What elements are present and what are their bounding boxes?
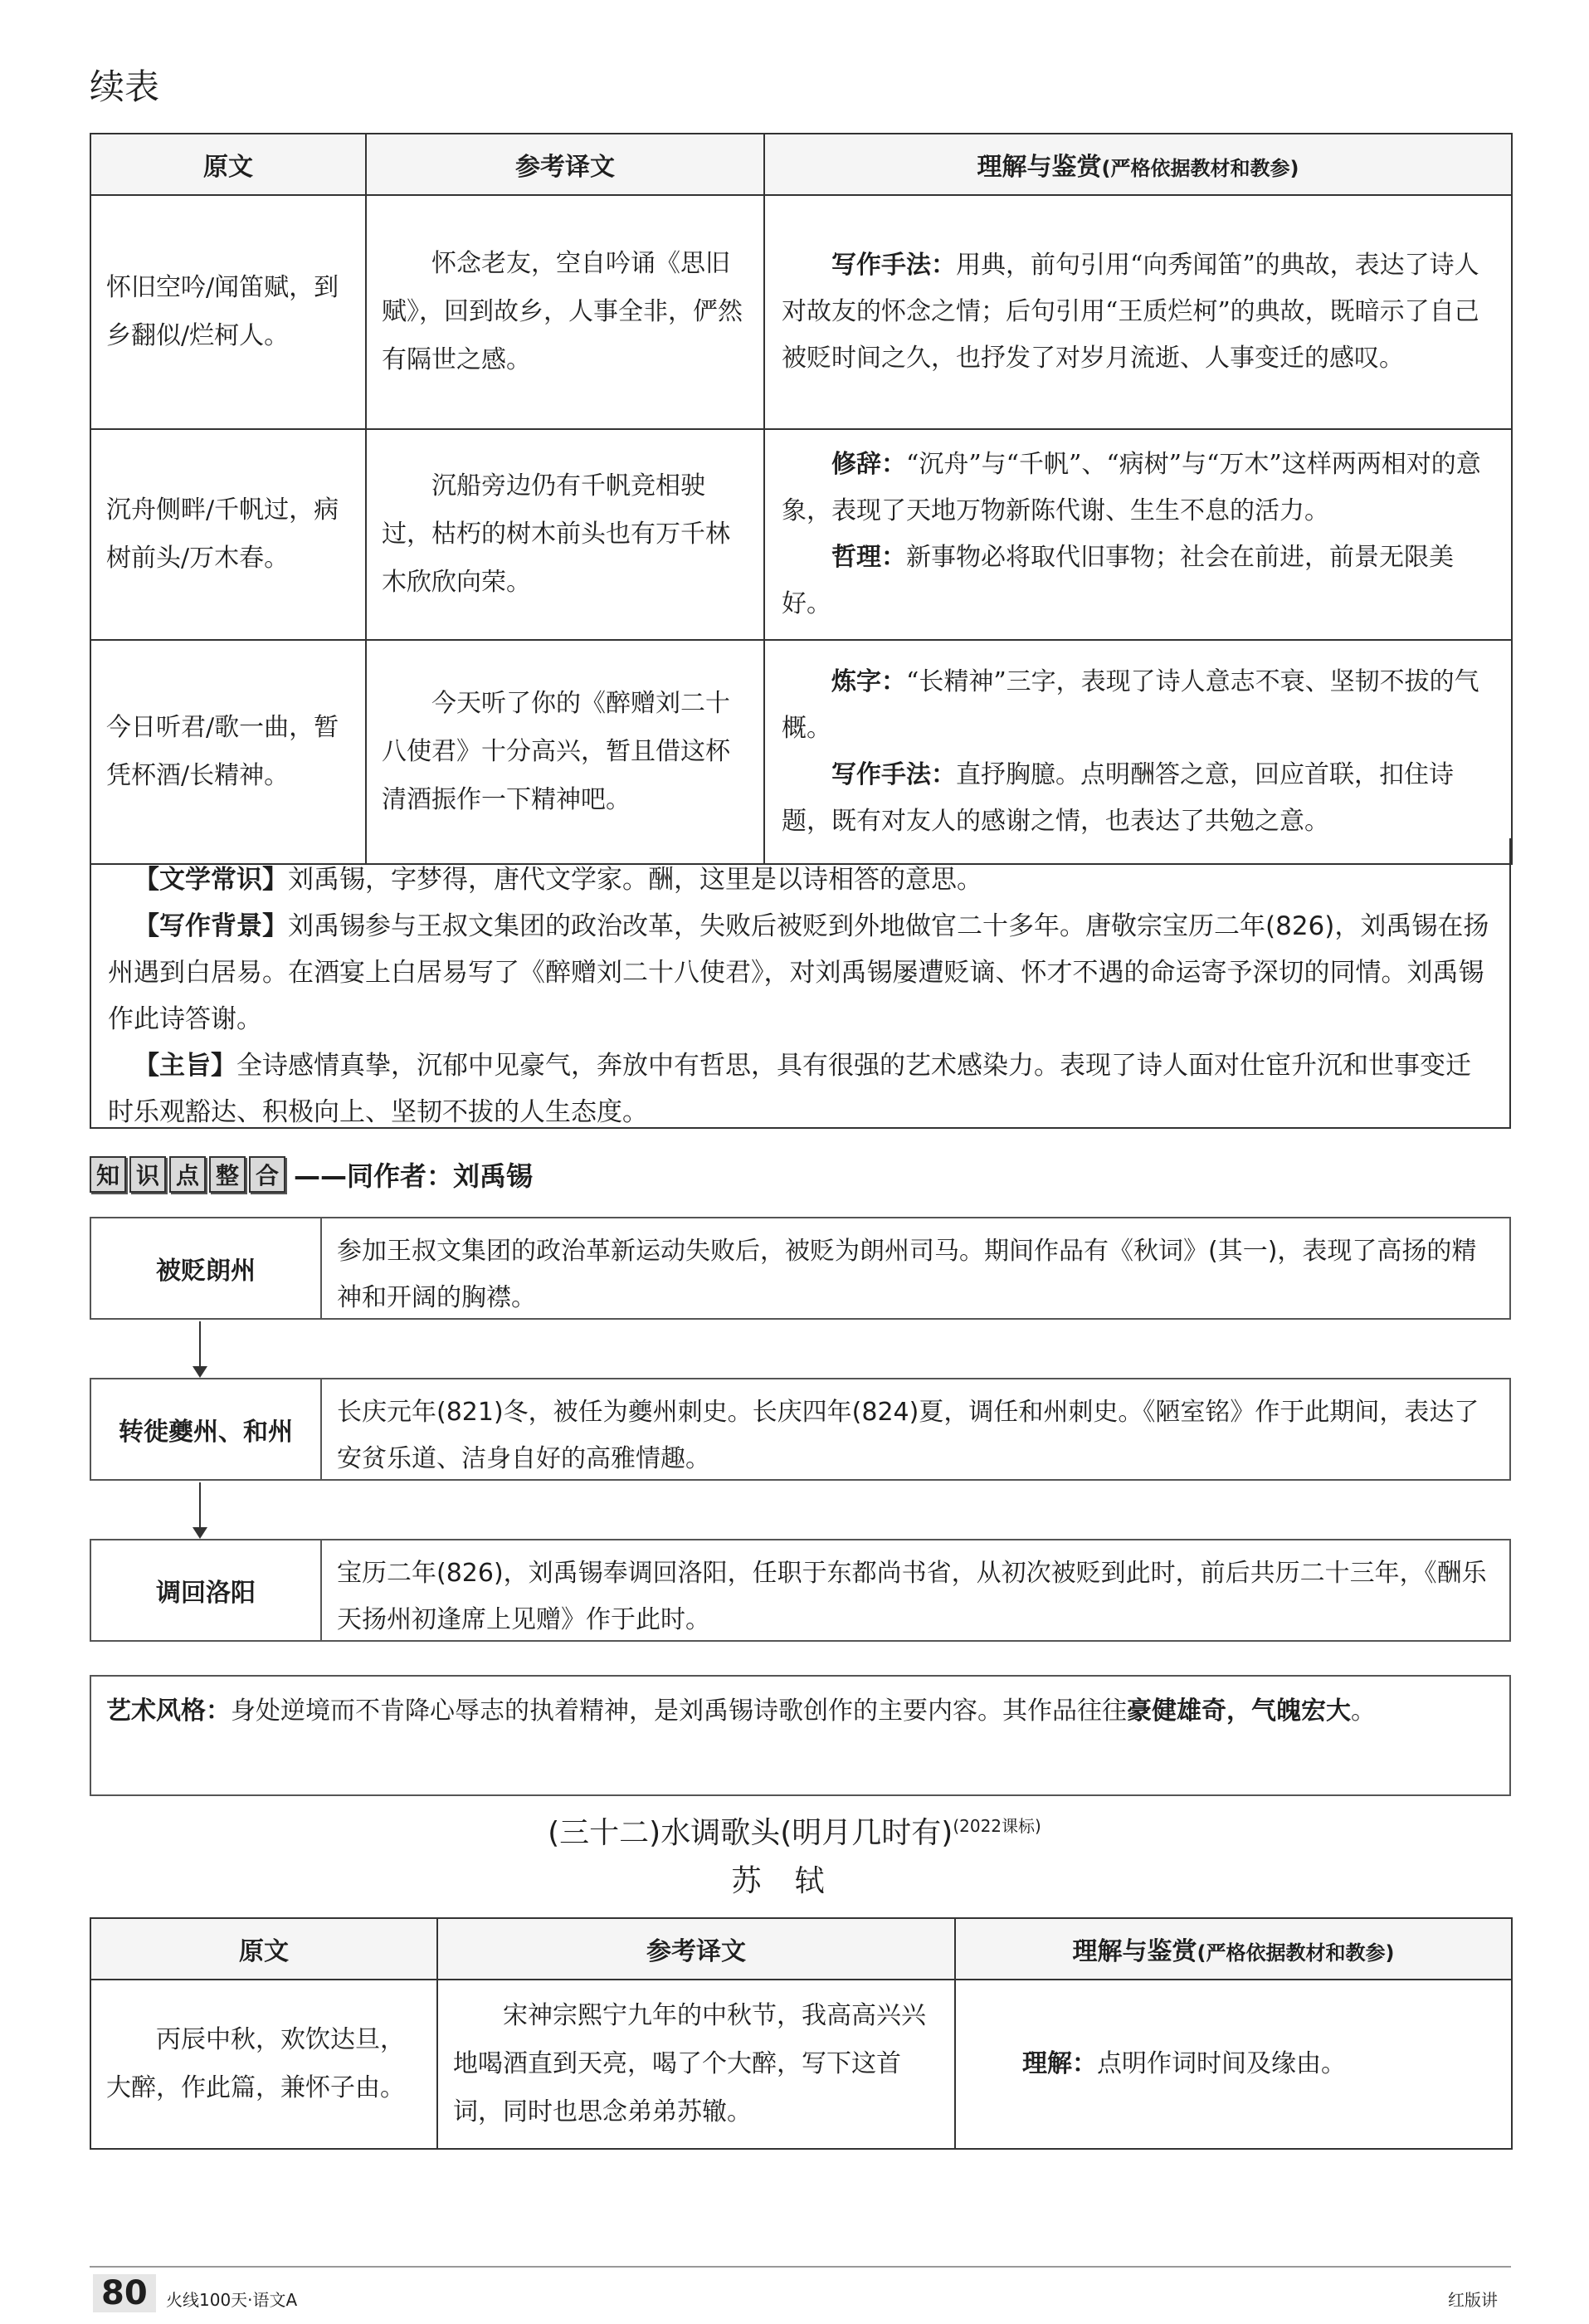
header-orig: 原文 <box>90 134 366 195</box>
stage-label: 转徙夔州、和州 <box>91 1379 322 1479</box>
header-appr: 理解与鉴赏(严格依据教材和教参) <box>955 1918 1512 1980</box>
knowledge-title: ——同作者：刘禹锡 <box>294 1160 534 1192</box>
header-trans: 参考译文 <box>366 134 764 195</box>
kb-box: 合 <box>249 1156 285 1193</box>
continued-label: 续表 <box>90 66 160 107</box>
kb-box: 知 <box>90 1156 126 1193</box>
stage-desc: 长庆元年(821)冬，被任为夔州刺史。长庆四年(824)夏，调任和州刺史。《陋室铭》作于此期间，表达了安贫乐道、洁身自好的高雅情趣。 <box>337 1398 1479 1473</box>
poem-author: 苏轼 <box>731 1864 858 1898</box>
appr-cell: 写作手法：用典，前句引用“向秀闻笛”的典故，表达了诗人对故友的怀念之情；后句引用“王质烂柯”的典故，既暗示了自己被贬时间之久，也抒发了对岁月流逝、人事变迁的感叹。 <box>764 195 1512 429</box>
table-row <box>90 429 1512 640</box>
kb-box: 整 <box>209 1156 246 1193</box>
stage-desc: 宝历二年(826)，刘禹锡奉调回洛阳，任职于东都尚书省，从初次被贬到此时，前后共历二十三年，《酬乐天扬州初逢席上见赠》作于此时。 <box>337 1559 1487 1634</box>
page-number: 80 <box>93 2274 156 2312</box>
edition-label: 红版讲 <box>1448 2290 1498 2310</box>
trans-cell: 沉船旁边仍有千帆竞相驶过，枯朽的树木前头也有万千林木欣欣向荣。 <box>366 429 764 640</box>
appr-cell: 理解：点明作词时间及缘由。 <box>955 1980 1512 2149</box>
footer-divider <box>90 2266 1511 2268</box>
art-style-box: 艺术风格：身处逆境而不肯降心辱志的执着精神，是刘禹锡诗歌创作的主要内容。其作品往往豪健雄奇，气魄宏大。 <box>90 1675 1511 1796</box>
header-orig: 原文 <box>90 1918 437 1980</box>
trans-cell: 今天听了你的《醉赠刘二十八使君》十分高兴，暂且借这杯清酒振作一下精神吧。 <box>366 640 764 864</box>
kb-box: 点 <box>169 1156 206 1193</box>
poem-title: (三十二)水调歌头(明月几时有)$^{(2022课标)}$ <box>548 1816 1041 1850</box>
kb-box: 识 <box>129 1156 166 1193</box>
header-trans: 参考译文 <box>437 1918 955 1980</box>
orig-cell: 今日听君/歌一曲，暂凭杯酒/长精神。 <box>90 640 366 864</box>
trans-cell: 怀念老友，空自吟诵《思旧赋》，回到故乡，人事全非，俨然有隔世之感。 <box>366 195 764 429</box>
poem-analysis-table-2 <box>90 1917 1513 2150</box>
trans-cell: 宋神宗熙宁九年的中秋节，我高高兴兴地喝酒直到天亮，喝了个大醉，写下这首词，同时也思念弟弟苏辙。 <box>437 1980 955 2149</box>
stage-label: 调回洛阳 <box>91 1540 322 1640</box>
down-arrow-icon <box>199 1482 201 1537</box>
table-row <box>90 195 1512 429</box>
flow-stage <box>90 1378 1511 1481</box>
orig-cell: 沉舟侧畔/千帆过，病树前头/万木春。 <box>90 429 366 640</box>
appr-cell: 炼字：“长精神”三字，表现了诗人意志不衰、坚韧不拔的气概。 写作手法：直抒胸臆。点明酬答之意，回应首联，扣住诗题，既有对友人的感谢之情，也表达了共勉之意。 <box>764 640 1512 864</box>
book-title: 火线100天·语文A <box>166 2290 298 2310</box>
flow-stage <box>90 1217 1511 1320</box>
stage-label: 被贬朗州 <box>91 1218 322 1318</box>
notes-section: 【文学常识】刘禹锡，字梦得，唐代文学家。酬，这里是以诗相答的意思。 【写作背景】刘禹锡参与王叔文集团的政治改革，失败后被贬到外地做官二十多年。唐敬宗宝历二年(826)，刘禹锡在扬州遇到白居易。在酒宴上白居易写了《醉赠刘二十八使君》，对刘禹锡屡遭贬谪、怀才不遇的命运寄予深切的同情。刘禹锡作此诗答谢。 【主旨】全诗感情真挚，沉郁中见豪气，奔放中有哲思，具有很强的艺术感染力。表现了诗人面对仕宦升沉和世事变迁时乐观豁达、积极向上、坚韧不拔的人生态度。 <box>90 838 1511 1129</box>
header-appr: 理解与鉴赏(严格依据教材和教参) <box>764 134 1512 195</box>
orig-cell: 丙辰中秋，欢饮达旦，大醉，作此篇，兼怀子由。 <box>90 1980 437 2149</box>
flow-stage <box>90 1539 1511 1642</box>
stage-desc: 参加王叔文集团的政治革新运动失败后，被贬为朗州司马。期间作品有《秋词》(其一)，表现了高扬的精神和开阔的胸襟。 <box>337 1237 1477 1312</box>
appr-cell: 修辞：“沉舟”与“千帆”、“病树”与“万木”这样两两相对的意象，表现了天地万物新陈代谢、生生不息的活力。 哲理：新事物必将取代旧事物；社会在前进，前景无限美好。 <box>764 429 1512 640</box>
orig-cell: 怀旧空吟/闻笛赋，到乡翻似/烂柯人。 <box>90 195 366 429</box>
knowledge-header <box>90 1154 533 1195</box>
table-row <box>90 640 1512 864</box>
table-row <box>90 1980 1512 2149</box>
poem-analysis-table <box>90 133 1513 865</box>
down-arrow-icon <box>199 1321 201 1376</box>
